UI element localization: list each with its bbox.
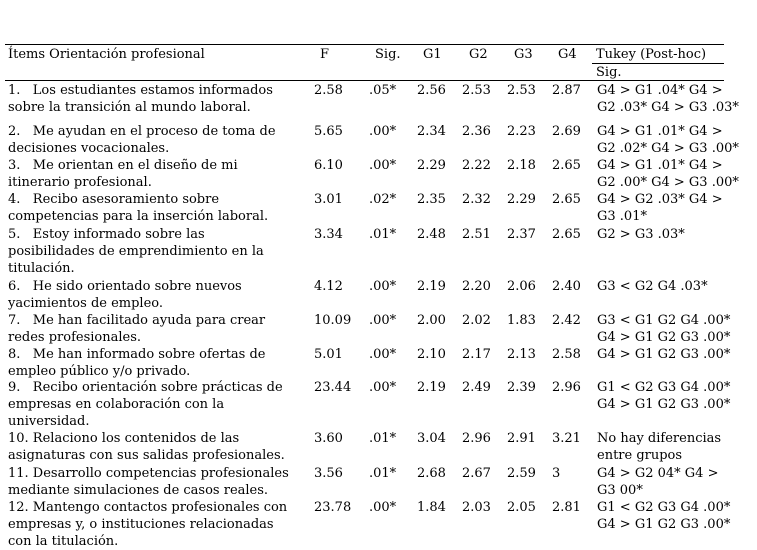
cell-sig: .00* [369,500,397,515]
cell-g4: 2.65 [552,158,581,173]
cell-g1: 2.19 [417,279,446,294]
item-text-line: asignaturas con sus salidas profesionales. [8,448,285,463]
cell-g3: 1.83 [507,313,536,328]
cell-sig: .00* [369,347,397,362]
tukey-text-line: G4 > G1 G2 G3 .00* [597,397,731,412]
item-text-line: 10. Relaciono los contenidos de las [8,431,240,446]
cell-f: 5.65 [314,124,343,139]
cell-g1: 2.00 [417,313,446,328]
item-text-line: 6. He sido orientado sobre nuevos [8,279,242,294]
cell-g4: 2.65 [552,227,581,242]
cell-sig: .00* [369,313,397,328]
cell-sig: .02* [369,192,397,207]
cell-g2: 2.96 [462,431,491,446]
item-text-line: sobre la transición al mundo laboral. [8,100,251,115]
tukey-text-line: G4 > G1 .04* G4 > [597,83,723,98]
tukey-text-line: G2 .00* G4 > G3 .00* [597,175,739,190]
tukey-text-line: G2 .02* G4 > G3 .00* [597,141,739,156]
item-text-line: con la titulación. [8,534,119,549]
cell-g3: 2.39 [507,380,536,395]
cell-g1: 2.56 [417,83,446,98]
cell-sig: .01* [369,466,397,481]
tukey-text-line: G4 > G1 G2 G3 .00* [597,330,731,345]
tukey-text-line: G3 00* [597,483,643,498]
item-text-line: 8. Me han informado sobre ofertas de [8,347,266,362]
item-text-line: competencias para la inserción laboral. [8,209,269,224]
tukey-text-line: G1 < G2 G3 G4 .00* [597,500,731,515]
cell-sig: .05* [369,83,397,98]
cell-g2: 2.67 [462,466,491,481]
cell-g2: 2.36 [462,124,491,139]
header-g2: G2 [469,47,488,62]
cell-g1: 2.29 [417,158,446,173]
item-text-line: empresas y, o instituciones relacionadas [8,517,274,532]
cell-sig: .00* [369,158,397,173]
cell-g4: 2.69 [552,124,581,139]
top-rule [5,44,724,45]
item-text-line: empresas en colaboración con la [8,397,225,412]
item-text-line: redes profesionales. [8,330,142,345]
item-text-line: posibilidades de emprendimiento en la [8,244,264,259]
cell-g3: 2.59 [507,466,536,481]
cell-sig: .01* [369,227,397,242]
cell-f: 5.01 [314,347,343,362]
cell-g3: 2.18 [507,158,536,173]
cell-g1: 2.19 [417,380,446,395]
cell-f: 4.12 [314,279,343,294]
cell-g1: 2.34 [417,124,446,139]
cell-f: 2.58 [314,83,343,98]
item-text-line: 12. Mantengo contactos profesionales con [8,500,288,515]
cell-g3: 2.91 [507,431,536,446]
item-text-line: 3. Me orientan en el diseño de mi [8,158,238,173]
tukey-text-line: G4 > G1 G2 G3 .00* [597,347,731,362]
cell-f: 3.56 [314,466,343,481]
item-text-line: decisiones vocacionales. [8,141,170,156]
cell-g1: 3.04 [417,431,446,446]
cell-g4: 2.42 [552,313,581,328]
tukey-text-line: G4 > G1 G2 G3 .00* [597,517,731,532]
item-text-line: 11. Desarrollo competencias profesionales [8,466,289,481]
cell-g3: 2.23 [507,124,536,139]
tukey-text-line: G4 > G2 04* G4 > [597,466,719,481]
item-text-line: 7. Me han facilitado ayuda para crear [8,313,266,328]
tukey-text-line: G3 < G2 G4 .03* [597,279,708,294]
header-g3: G3 [514,47,533,62]
cell-g1: 2.68 [417,466,446,481]
cell-g4: 2.87 [552,83,581,98]
header-tukey-sig: Sig. [596,65,622,80]
cell-g1: 2.35 [417,192,446,207]
item-text-line: 4. Recibo asesoramiento sobre [8,192,220,207]
cell-f: 3.60 [314,431,343,446]
tukey-text-line: G4 > G2 .03* G4 > [597,192,723,207]
item-text-line: 1. Los estudiantes estamos informados [8,83,273,98]
item-text-line: universidad. [8,414,90,429]
tukey-text-line: G3 .01* [597,209,647,224]
tukey-text-line: G2 .03* G4 > G3 .03* [597,100,739,115]
tukey-text-line: No hay diferencias [597,431,722,446]
cell-g2: 2.32 [462,192,491,207]
cell-g3: 2.29 [507,192,536,207]
item-text-line: 9. Recibo orientación sobre prácticas de [8,380,283,395]
cell-g1: 2.48 [417,227,446,242]
cell-f: 3.01 [314,192,343,207]
item-text-line: 5. Estoy informado sobre las [8,227,205,242]
cell-g4: 2.40 [552,279,581,294]
cell-g1: 2.10 [417,347,446,362]
cell-g4: 2.81 [552,500,581,515]
header-g4: G4 [558,47,577,62]
tukey-text-line: G1 < G2 G3 G4 .00* [597,380,731,395]
cell-g2: 2.51 [462,227,491,242]
cell-g4: 2.58 [552,347,581,362]
cell-g3: 2.53 [507,83,536,98]
header-sig: Sig. [375,47,401,62]
cell-g4: 3 [552,466,561,481]
cell-sig: .01* [369,431,397,446]
cell-g3: 2.06 [507,279,536,294]
header-items: Ítems Orientación profesional [8,47,205,62]
tukey-text-line: G3 < G1 G2 G4 .00* [597,313,731,328]
item-text-line: yacimientos de empleo. [8,296,164,311]
cell-g2: 2.02 [462,313,491,328]
cell-g2: 2.03 [462,500,491,515]
tukey-text-line: entre grupos [597,448,683,463]
cell-g4: 2.65 [552,192,581,207]
cell-g3: 2.13 [507,347,536,362]
cell-g2: 2.49 [462,380,491,395]
cell-g2: 2.22 [462,158,491,173]
item-text-line: titulación. [8,261,75,276]
cell-g3: 2.05 [507,500,536,515]
cell-f: 6.10 [314,158,343,173]
header-f: F [320,47,330,62]
header-g1: G1 [423,47,442,62]
header-tukey: Tukey (Post-hoc) [596,47,707,62]
cell-f: 23.44 [314,380,352,395]
item-text-line: itinerario profesional. [8,175,152,190]
tukey-text-line: G4 > G1 .01* G4 > [597,158,723,173]
cell-sig: .00* [369,380,397,395]
item-text-line: mediante simulaciones de casos reales. [8,483,269,498]
cell-g1: 1.84 [417,500,446,515]
tukey-text-line: G2 > G3 .03* [597,227,685,242]
cell-f: 10.09 [314,313,352,328]
cell-g4: 3.21 [552,431,581,446]
cell-g2: 2.17 [462,347,491,362]
cell-g2: 2.53 [462,83,491,98]
tukey-text-line: G4 > G1 .01* G4 > [597,124,723,139]
cell-sig: .00* [369,279,397,294]
item-text-line: empleo público y/o privado. [8,364,191,379]
cell-g2: 2.20 [462,279,491,294]
header-bottom-rule [5,80,724,81]
cell-f: 3.34 [314,227,343,242]
cell-f: 23.78 [314,500,352,515]
item-text-line: 2. Me ayudan en el proceso de toma de [8,124,276,139]
cell-g3: 2.37 [507,227,536,242]
cell-g4: 2.96 [552,380,581,395]
cell-sig: .00* [369,124,397,139]
